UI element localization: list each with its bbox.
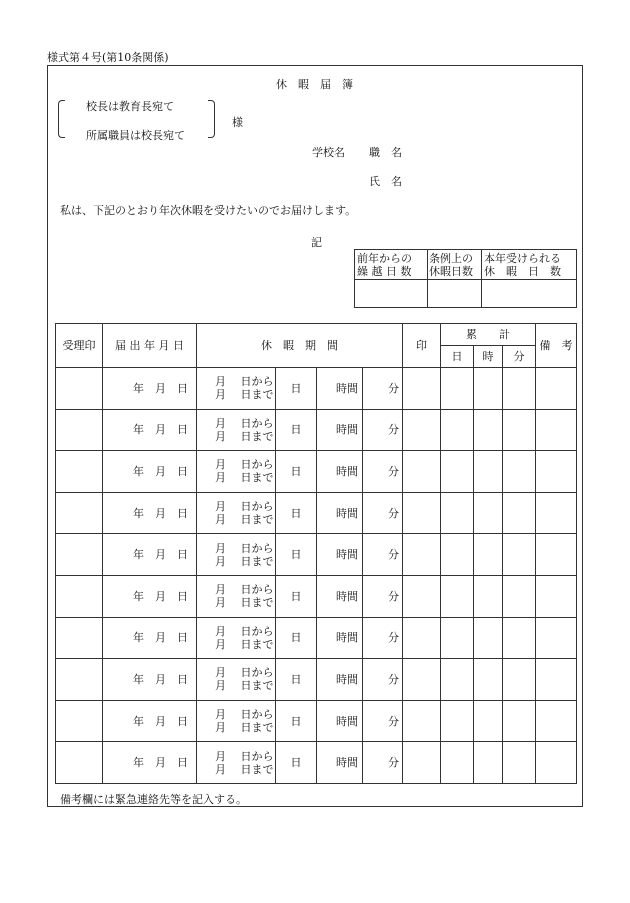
cumulative-hour-header: 時: [474, 346, 503, 368]
hours-cell: 時間: [317, 700, 363, 742]
available-days-value[interactable]: [482, 280, 577, 308]
days-cell: 日: [276, 492, 317, 534]
received-stamp-cell[interactable]: [56, 659, 103, 701]
recipient-line1: 校長は教育長宛て: [86, 100, 174, 113]
period-from: 月 日から: [215, 583, 274, 597]
period-to: 月 日まで: [215, 762, 274, 776]
minutes-cell: 分: [363, 617, 403, 659]
hours-cell: 時間: [317, 534, 363, 576]
submission-date-cell: 年 月 日: [103, 742, 197, 784]
cumulative-minute-cell[interactable]: [503, 617, 536, 659]
cumulative-minute-cell[interactable]: [503, 659, 536, 701]
stamp-cell[interactable]: [403, 492, 441, 534]
stamp-cell[interactable]: [403, 742, 441, 784]
hours-cell: 時間: [317, 617, 363, 659]
cumulative-minute-cell[interactable]: [503, 409, 536, 451]
stamp-cell[interactable]: [403, 368, 441, 410]
cumulative-minute-cell[interactable]: [503, 492, 536, 534]
cumulative-day-cell[interactable]: [441, 451, 474, 493]
received-stamp-cell[interactable]: [56, 451, 103, 493]
cumulative-hour-cell[interactable]: [474, 451, 503, 493]
period-to: 月 日まで: [215, 596, 274, 610]
leave-row: [56, 617, 577, 659]
hours-cell: 時間: [317, 742, 363, 784]
remarks-cell[interactable]: [536, 409, 577, 451]
leave-row: [56, 492, 577, 534]
form-frame: [47, 65, 583, 807]
period-cell: [197, 617, 276, 659]
period-from: 月 日から: [215, 749, 274, 763]
minutes-cell: 分: [363, 659, 403, 701]
received-stamp-cell[interactable]: [56, 492, 103, 534]
period-from: 月 日から: [215, 375, 274, 389]
cumulative-hour-cell[interactable]: [474, 659, 503, 701]
cumulative-day-cell[interactable]: [441, 617, 474, 659]
cumulative-day-header: 日: [441, 346, 474, 368]
received-stamp-cell[interactable]: [56, 409, 103, 451]
received-stamp-cell[interactable]: [56, 575, 103, 617]
form-number: 様式第４号(第10条関係): [47, 51, 169, 64]
recipient-bracket-right: [208, 100, 215, 138]
minutes-cell: 分: [363, 409, 403, 451]
cumulative-day-cell[interactable]: [441, 368, 474, 410]
cumulative-hour-cell[interactable]: [474, 742, 503, 784]
hours-cell: 時間: [317, 492, 363, 534]
submission-date-cell: 年 月 日: [103, 492, 197, 534]
statement: 私は、下記のとおり年次休暇を受けたいのでお届けします。: [60, 204, 357, 217]
form-title: 休 暇 届 簿: [276, 78, 353, 91]
submission-date-cell: 年 月 日: [103, 451, 197, 493]
days-cell: 日: [276, 409, 317, 451]
statutory-days-header: 条例上の 休暇日数: [428, 250, 482, 280]
period-cell: [197, 534, 276, 576]
period-from: 月 日から: [215, 500, 274, 514]
hours-cell: 時間: [317, 368, 363, 410]
leave-row: [56, 534, 577, 576]
cumulative-minute-cell[interactable]: [503, 368, 536, 410]
stamp-cell[interactable]: [403, 409, 441, 451]
school-name-label: 学校名: [312, 146, 345, 159]
leave-table: [55, 323, 577, 784]
remarks-cell[interactable]: [536, 742, 577, 784]
stamp-cell[interactable]: [403, 575, 441, 617]
period-to: 月 日まで: [215, 471, 274, 485]
leave-row: [56, 742, 577, 784]
cumulative-minute-cell[interactable]: [503, 700, 536, 742]
received-stamp-cell[interactable]: [56, 534, 103, 576]
received-stamp-cell[interactable]: [56, 700, 103, 742]
period-to: 月 日まで: [215, 429, 274, 443]
period-to: 月 日まで: [215, 721, 274, 735]
submission-date-cell: 年 月 日: [103, 700, 197, 742]
stamp-cell[interactable]: [403, 700, 441, 742]
leave-row: [56, 659, 577, 701]
statutory-days-value[interactable]: [428, 280, 482, 308]
received-stamp-cell[interactable]: [56, 742, 103, 784]
cumulative-day-cell[interactable]: [441, 409, 474, 451]
cumulative-minute-cell[interactable]: [503, 451, 536, 493]
stamp-cell[interactable]: [403, 659, 441, 701]
stamp-header: 印: [403, 324, 441, 368]
period-cell: [197, 492, 276, 534]
period-to: 月 日まで: [215, 513, 274, 527]
minutes-cell: 分: [363, 700, 403, 742]
carryover-value[interactable]: [355, 280, 428, 308]
cumulative-day-cell[interactable]: [441, 659, 474, 701]
name-label: 氏 名: [369, 175, 402, 188]
period-from: 月 日から: [215, 666, 274, 680]
carryover-table: [354, 249, 577, 308]
carryover-header: 前年からの 繰 越 日 数: [355, 250, 428, 280]
hours-cell: 時間: [317, 409, 363, 451]
days-cell: 日: [276, 700, 317, 742]
days-cell: 日: [276, 659, 317, 701]
submission-date-cell: 年 月 日: [103, 575, 197, 617]
leave-row: [56, 575, 577, 617]
period-from: 月 日から: [215, 458, 274, 472]
minutes-cell: 分: [363, 742, 403, 784]
cumulative-minute-cell[interactable]: [503, 575, 536, 617]
cumulative-hour-cell[interactable]: [474, 492, 503, 534]
cumulative-day-cell[interactable]: [441, 534, 474, 576]
period-from: 月 日から: [215, 416, 274, 430]
hours-cell: 時間: [317, 659, 363, 701]
received-stamp-cell[interactable]: [56, 368, 103, 410]
remarks-cell[interactable]: [536, 700, 577, 742]
hours-cell: 時間: [317, 451, 363, 493]
recipient-line2: 所属職員は校長宛て: [86, 129, 185, 142]
period-cell: [197, 575, 276, 617]
minutes-cell: 分: [363, 575, 403, 617]
cumulative-hour-cell[interactable]: [474, 368, 503, 410]
period-cell: [197, 368, 276, 410]
cumulative-hour-cell[interactable]: [474, 575, 503, 617]
remarks-cell[interactable]: [536, 368, 577, 410]
days-cell: 日: [276, 617, 317, 659]
hours-cell: 時間: [317, 575, 363, 617]
leave-row: [56, 409, 577, 451]
cumulative-minute-cell[interactable]: [503, 534, 536, 576]
submission-date-header: 届 出 年 月 日: [103, 324, 197, 368]
days-cell: 日: [276, 534, 317, 576]
period-to: 月 日まで: [215, 679, 274, 693]
period-cell: [197, 659, 276, 701]
cumulative-minute-header: 分: [503, 346, 536, 368]
leave-row: [56, 700, 577, 742]
stamp-cell[interactable]: [403, 451, 441, 493]
cumulative-hour-cell[interactable]: [474, 534, 503, 576]
minutes-cell: 分: [363, 451, 403, 493]
period-from: 月 日から: [215, 708, 274, 722]
leave-period-header: 休 暇 期 間: [197, 324, 403, 368]
period-cell: [197, 451, 276, 493]
submission-date-cell: 年 月 日: [103, 617, 197, 659]
received-stamp-header: 受理印: [56, 324, 103, 368]
footer-note: 備考欄には緊急連絡先等を記入する。: [60, 793, 247, 806]
period-from: 月 日から: [215, 624, 274, 638]
period-to: 月 日まで: [215, 554, 274, 568]
remarks-cell[interactable]: [536, 617, 577, 659]
remarks-cell[interactable]: [536, 659, 577, 701]
cumulative-minute-cell[interactable]: [503, 742, 536, 784]
remarks-cell[interactable]: [536, 492, 577, 534]
days-cell: 日: [276, 368, 317, 410]
cumulative-day-cell[interactable]: [441, 575, 474, 617]
remarks-cell[interactable]: [536, 534, 577, 576]
period-to: 月 日まで: [215, 637, 274, 651]
recipient-bracket-left: [58, 100, 65, 138]
remarks-cell[interactable]: [536, 451, 577, 493]
leave-row: [56, 451, 577, 493]
cumulative-hour-cell[interactable]: [474, 617, 503, 659]
ki-label: 記: [311, 236, 322, 249]
days-cell: 日: [276, 451, 317, 493]
submission-date-cell: 年 月 日: [103, 534, 197, 576]
cumulative-day-cell[interactable]: [441, 492, 474, 534]
days-cell: 日: [276, 742, 317, 784]
submission-date-cell: 年 月 日: [103, 368, 197, 410]
submission-date-cell: 年 月 日: [103, 409, 197, 451]
honorific: 様: [232, 116, 243, 129]
period-cell: [197, 700, 276, 742]
minutes-cell: 分: [363, 492, 403, 534]
period-cell: [197, 742, 276, 784]
stamp-cell[interactable]: [403, 534, 441, 576]
cumulative-hour-cell[interactable]: [474, 409, 503, 451]
cumulative-day-cell[interactable]: [441, 742, 474, 784]
received-stamp-cell[interactable]: [56, 617, 103, 659]
submission-date-cell: 年 月 日: [103, 659, 197, 701]
period-cell: [197, 409, 276, 451]
days-cell: 日: [276, 575, 317, 617]
cumulative-header: 累 計: [441, 324, 536, 346]
minutes-cell: 分: [363, 534, 403, 576]
stamp-cell[interactable]: [403, 617, 441, 659]
remarks-cell[interactable]: [536, 575, 577, 617]
position-label: 職 名: [369, 146, 402, 159]
available-days-header: 本年受けられる 休 暇 日 数: [482, 250, 577, 280]
minutes-cell: 分: [363, 368, 403, 410]
period-to: 月 日まで: [215, 388, 274, 402]
period-from: 月 日から: [215, 541, 274, 555]
cumulative-hour-cell[interactable]: [474, 700, 503, 742]
cumulative-day-cell[interactable]: [441, 700, 474, 742]
leave-row: [56, 368, 577, 410]
remarks-header: 備 考: [536, 324, 577, 368]
